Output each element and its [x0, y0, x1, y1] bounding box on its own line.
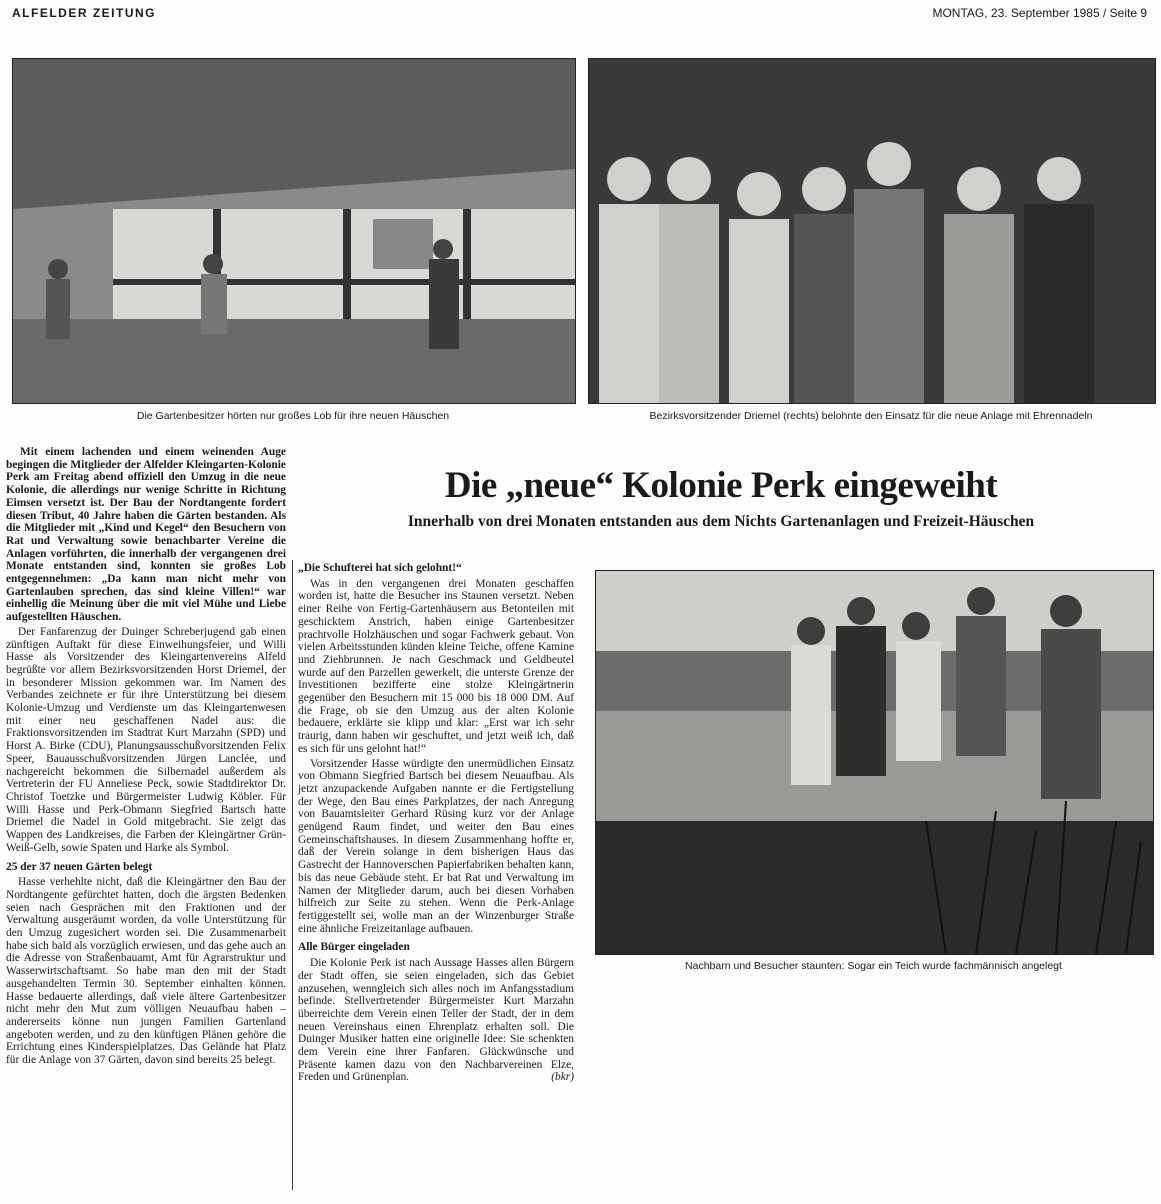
caption-bottom-right: Nachbarn und Besucher staunten: Sogar ein Teich wurde fachmännisch angelegt: [685, 960, 1062, 972]
caption-top-right: Bezirksvorsitzender Driemel (rechts) belohnte den Einsatz für die neue Anlage mit Ehrennadeln: [649, 410, 1093, 422]
section-heading: Alle Bürger eingeladen: [298, 941, 410, 954]
section-heading: 25 der 37 neuen Gärten belegt: [6, 860, 153, 873]
article-paragraph: Was in den vergangenen drei Monaten geschaffen worden ist, hatte die Besucher ins Staunen versetzt. Neben einer Reihe von Fertig-Gartenhäusern aus Betonteilen mit geschicktem Anstrich, haben einige Gartenbesitzer prachtvolle Holzhäuschen und sogar Fachwerk gebaut. Von vielen Arbeitsstunden künden kleine Teiche, offene Kamine und Ziehbrunnen. Je nach Geschmack und Geldbeutel wurde auf den Parzellen gewerkelt, die unterste Grenze der Investitionen bezifferte eine stolze Kleingärtnerin gegenüber den Besuchern mit 15 000 bis 18 000 DM. Auf die Frage, ob sie den Umzug aus der alten Kolonie bedauere, erklärte sie klipp und klar: „Erst war ich sehr traurig, dann haben wir geschuftet, und jetzt weiß ich, daß es sich für uns gelohnt hat!“: [298, 577, 574, 755]
article-paragraph: Der Fanfarenzug der Duinger Schreberjugend gab einen zünftigen Auftakt für diese Einweihungsfeier, und Willi Hasse als Vorsitzender des Kleingartenvereins Alfeld begrüßte vor allem Bezirksvorsitzenden Horst Driemel, der in besonderer Mission gekommen war. Im Namen des Verbandes zeichnete er für ihre Unterstützung bei diesem Kolonie-Umzug und Verdienste um das Kleingartenwesen mit einer neu geschaffenen Nadel aus: die Fraktionsvorsitzenden im Stadtrat Kurt Marzahn (SPD) und Horst A. Birke (CDU), Planungsausschußvorsitzenden Felix Speer, Bauausschußvorsitzenden Jürgen Lanclée, und nachgereicht bekommen die Silbernadel außerdem als Vertreterin der FU Anneliese Peck, sowie Stadtdirektor Dr. Christof Toetzke und Bürgermeister Ludwig Köbler. Für Willi Hasse und Perk-Obmann Siegfried Bartsch hatte Driemel die Nadel in Gold mitgebracht. Sie zeigt das Wappen des Landkreises, die Farben der Kleingärtner Grün-Weiß-Gelb, sowie Spaten und Harke als Symbol.: [6, 625, 286, 854]
newspaper-name: ALFELDER ZEITUNG: [12, 6, 156, 20]
caption-top-left: Die Gartenbesitzer hörten nur großes Lob für ihre neuen Häuschen: [136, 410, 450, 422]
author-initials: (bkr): [551, 1071, 574, 1084]
article-paragraph: Vorsitzender Hasse würdigte den unermüdlichen Einsatz von Obmann Siegfried Bartsch bei diesem Neuaufbau. Als jetzt anzupackende Aufgaben nannte er die Fertigstellung der Wege, den Bau eines Parkplatzes, der nach Anregung von Bauamtsleiter Gerhard Rüsing kurz vor der Anlage genügend Raum findet, und weiter den Bau eines Gemeinschaftshauses. In diesem Zusammenhang hoffte er, daß der Verein solange in dem bisherigen Haus das Gastrecht der Hannoverschen Papierfabriken behalten kann, bis das neue Gebäude steht. Er bat Rat und Verwaltung im Namen der Mitglieder darum, auch bei diesen Vorhaben hilfreich zur Seite zu stehen. Wenn die Perk-Anlage fertiggestellt sei, wolle man an der Winzenburger Straße eine ähnliche Freizeitanlage aufbauen.: [298, 757, 574, 935]
article-column-2: [298, 562, 574, 1086]
section-heading: „Die Schufterei hat sich gelohnt!“: [298, 562, 462, 574]
article-paragraph: Hasse verhehlte nicht, daß die Kleingärtner den Bau der Nordtangente gefürchtet hatten, doch die ärgsten Bedenken seien nach Gesprächen mit den Fraktionen und der Verwaltung ausgeräumt worden, da volle Unterstützung für den Umzug zugesichert worden sei. Die Zusammenarbeit habe sich bald als vorzüglich erwiesen, und das gehe auch an die Adresse von Straßenbauamt, Amt für Agrarstruktur und Wasserwirtschaftsamt. So habe man den mit der Stadt ausgehandelten Termin 30. September einhalten können. Hasse bedauerte allerdings, daß viele ältere Gartenbesitzer nicht mehr den Mut zum völligen Neuaufbau haben – andererseits könne nun jungen Familien Gartenland angeboten werden, und zu den künftigen Plänen gehöre die Errichtung eines Kinderspielplatzes. Das Gelände hat Platz für die Anlage von 37 Gärten, davon sind bereits 25 belegt.: [6, 876, 286, 1067]
article-lead: Mit einem lachenden und einem weinenden Auge begingen die Mitglieder der Alfelder Kleingarten-Kolonie Perk am Freitag abend offiziell den Umzug in die neue Kolonie, die allerdings nur wenige Schritte in Richtung Eimsen versetzt ist. Der Bau der Nordtangente fordert diesen Tribut, 40 Jahre haben die Gärten bestanden. Als die Mitglieder mit „Kind und Kegel“ den Besuchern von Rat und Verwaltung sowie benachbarter Vereine die Anlagen vorführten, die innerhalb der vergangenen drei Monate entstanden sind, konnten sie großes Lob entgegennehmen: „Da kann man nicht mehr von Gartenlauben sprechen, das sind kleine Villen!“ war einhellig die Meinung über die mit viel Mühe und Liebe aufgestellten Häuschen.: [6, 446, 286, 624]
article-paragraph: [298, 957, 574, 1084]
photo-honored-members: [588, 58, 1156, 404]
article-subheadline: Innerhalb von drei Monaten entstanden aus dem Nichts Gartenanlagen und Freizeit-Häuschen: [407, 513, 1035, 530]
article-paragraph-text: Die Kolonie Perk ist nach Aussage Hasses allen Bürgern der Stadt offen, sie seien eingeladen, sich das Gebiet anzusehen, wenngleich sich alles noch im Anfangsstadium befinde. Stellvertretender Bürgermeister Kurt Marzahn überreichte dem Verein einen Teller der Stadt, der in dem neuen Vereinshaus einen Ehrenplatz erhalten soll. Die Duinger Musiker hatten eine originelle Idee: Sie schenkten dem Verein eine ihrer Fanfaren. Glückwünsche und Präsente kamen dazu von den Nachbarvereinen Elze, Freden und Grünenplan.: [298, 957, 574, 1084]
article-column-1: [6, 446, 286, 1069]
article-headline: Die „neue“ Kolonie Perk eingeweiht: [444, 465, 998, 506]
column-divider: [292, 560, 293, 1190]
dateline: MONTAG, 23. September 1985 / Seite 9: [932, 6, 1147, 20]
photo-pond-visitors: [595, 570, 1154, 955]
photo-garden-house: [12, 58, 576, 404]
